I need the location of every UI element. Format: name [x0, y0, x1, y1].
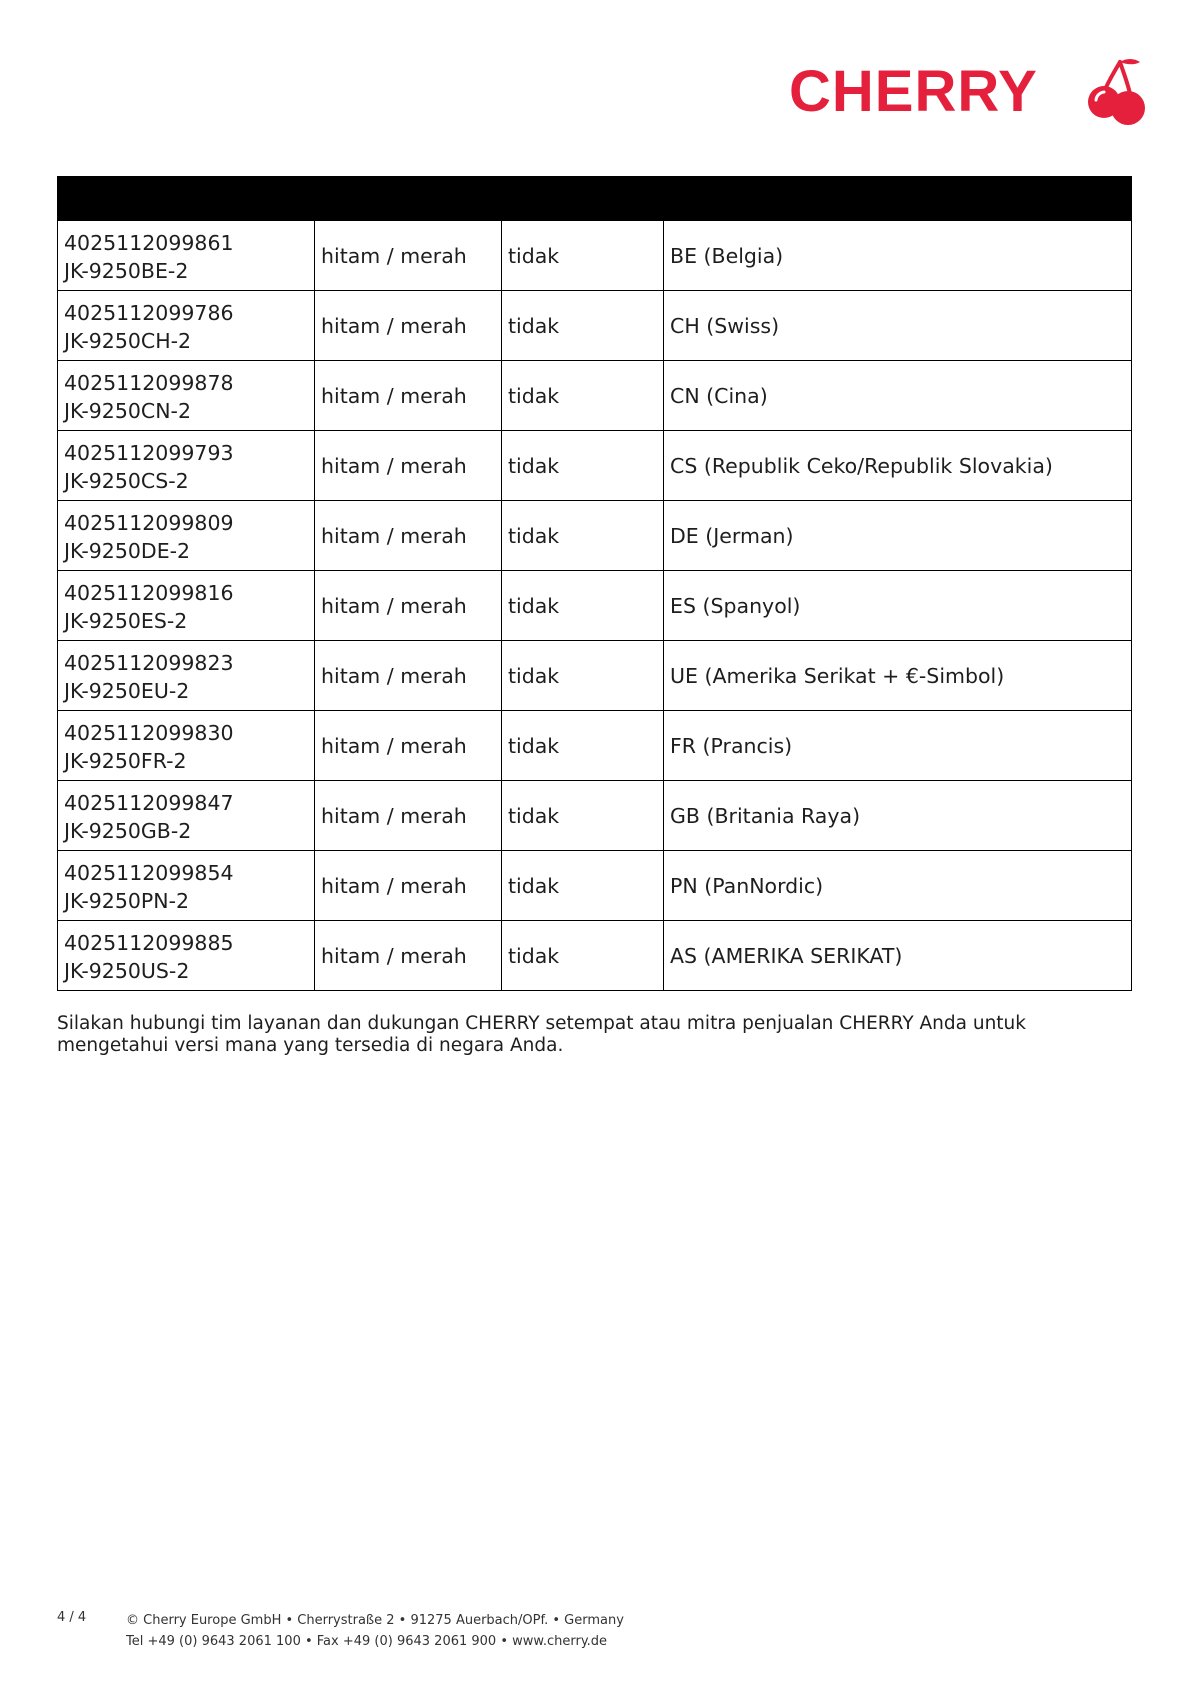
variants-table [57, 176, 1132, 991]
model-number: JK-9250PN-2 [64, 888, 190, 913]
color-cell: hitam / merah [315, 711, 502, 781]
contact-line: Tel +49 (0) 9643 2061 100 • Fax +49 (0) 9643 2061 900 • www.cherry.de [126, 1634, 608, 1649]
table-row [58, 711, 1132, 781]
header-cell [664, 177, 1132, 221]
color-cell: hitam / merah [315, 851, 502, 921]
table-row [58, 571, 1132, 641]
layout-cell: FR (Prancis) [664, 711, 1132, 781]
model-number: JK-9250CH-2 [64, 328, 192, 353]
option-cell: tidak [502, 641, 664, 711]
option-cell: tidak [502, 291, 664, 361]
logo-wordmark: CHERRY [789, 59, 1038, 124]
article-id-cell [58, 291, 315, 361]
model-number: JK-9250CS-2 [64, 468, 189, 493]
layout-cell: UE (Amerika Serikat + €-Simbol) [664, 641, 1132, 711]
model-number: JK-9250CN-2 [64, 398, 191, 423]
ean-code: 4025112099885 [64, 930, 234, 955]
article-id-cell [58, 641, 315, 711]
cherry-icon [1086, 56, 1146, 128]
option-cell: tidak [502, 571, 664, 641]
layout-cell: GB (Britania Raya) [664, 781, 1132, 851]
color-cell: hitam / merah [315, 431, 502, 501]
article-id-cell [58, 571, 315, 641]
color-cell: hitam / merah [315, 501, 502, 571]
model-number: JK-9250GB-2 [64, 818, 192, 843]
ean-code: 4025112099830 [64, 720, 234, 745]
header-cell [58, 177, 315, 221]
option-cell: tidak [502, 221, 664, 291]
option-cell: tidak [502, 921, 664, 991]
layout-cell: CS (Republik Ceko/Republik Slovakia) [664, 431, 1132, 501]
layout-cell: AS (AMERIKA SERIKAT) [664, 921, 1132, 991]
table-body [58, 221, 1132, 991]
table-row [58, 781, 1132, 851]
ean-code: 4025112099861 [64, 230, 234, 255]
table-row [58, 431, 1132, 501]
table-row [58, 921, 1132, 991]
article-id-cell [58, 711, 315, 781]
option-cell: tidak [502, 711, 664, 781]
option-cell: tidak [502, 851, 664, 921]
layout-cell: CN (Cina) [664, 361, 1132, 431]
ean-code: 4025112099847 [64, 790, 234, 815]
ean-code: 4025112099809 [64, 510, 234, 535]
table-row [58, 221, 1132, 291]
ean-code: 4025112099816 [64, 580, 234, 605]
table-row [58, 851, 1132, 921]
header-cell [502, 177, 664, 221]
model-number: JK-9250US-2 [64, 958, 190, 983]
table-header-row [58, 177, 1132, 221]
article-id-cell [58, 431, 315, 501]
option-cell: tidak [502, 431, 664, 501]
page-number: 4 / 4 [57, 1610, 87, 1625]
article-id-cell [58, 921, 315, 991]
ean-code: 4025112099786 [64, 300, 234, 325]
ean-code: 4025112099854 [64, 860, 234, 885]
layout-cell: DE (Jerman) [664, 501, 1132, 571]
article-id-cell [58, 501, 315, 571]
model-number: JK-9250DE-2 [64, 538, 191, 563]
layout-cell: CH (Swiss) [664, 291, 1132, 361]
color-cell: hitam / merah [315, 361, 502, 431]
table-row [58, 641, 1132, 711]
ean-code: 4025112099878 [64, 370, 234, 395]
cherry-logo [789, 56, 1145, 128]
article-id-cell [58, 221, 315, 291]
header-cell [315, 177, 502, 221]
article-id-cell [58, 781, 315, 851]
option-cell: tidak [502, 361, 664, 431]
color-cell: hitam / merah [315, 921, 502, 991]
availability-note: Silakan hubungi tim layanan dan dukungan CHERRY setempat atau mitra penjualan CHERRY Anda untuk mengetahui versi mana yang tersedia di negara Anda. [57, 1013, 1026, 1056]
model-number: JK-9250EU-2 [64, 678, 190, 703]
layout-cell: ES (Spanyol) [664, 571, 1132, 641]
option-cell: tidak [502, 781, 664, 851]
address-line: © Cherry Europe GmbH • Cherrystraße 2 • 91275 Auerbach/OPf. • Germany [126, 1613, 624, 1628]
color-cell: hitam / merah [315, 641, 502, 711]
option-cell: tidak [502, 501, 664, 571]
article-id-cell [58, 361, 315, 431]
color-cell: hitam / merah [315, 571, 502, 641]
table-row [58, 501, 1132, 571]
table-row [58, 291, 1132, 361]
model-number: JK-9250ES-2 [64, 608, 188, 633]
article-id-cell [58, 851, 315, 921]
layout-cell: BE (Belgia) [664, 221, 1132, 291]
table-row [58, 361, 1132, 431]
model-number: JK-9250FR-2 [64, 748, 187, 773]
model-number: JK-9250BE-2 [64, 258, 189, 283]
ean-code: 4025112099823 [64, 650, 234, 675]
color-cell: hitam / merah [315, 291, 502, 361]
ean-code: 4025112099793 [64, 440, 234, 465]
company-address [126, 1610, 624, 1652]
color-cell: hitam / merah [315, 221, 502, 291]
layout-cell: PN (PanNordic) [664, 851, 1132, 921]
color-cell: hitam / merah [315, 781, 502, 851]
